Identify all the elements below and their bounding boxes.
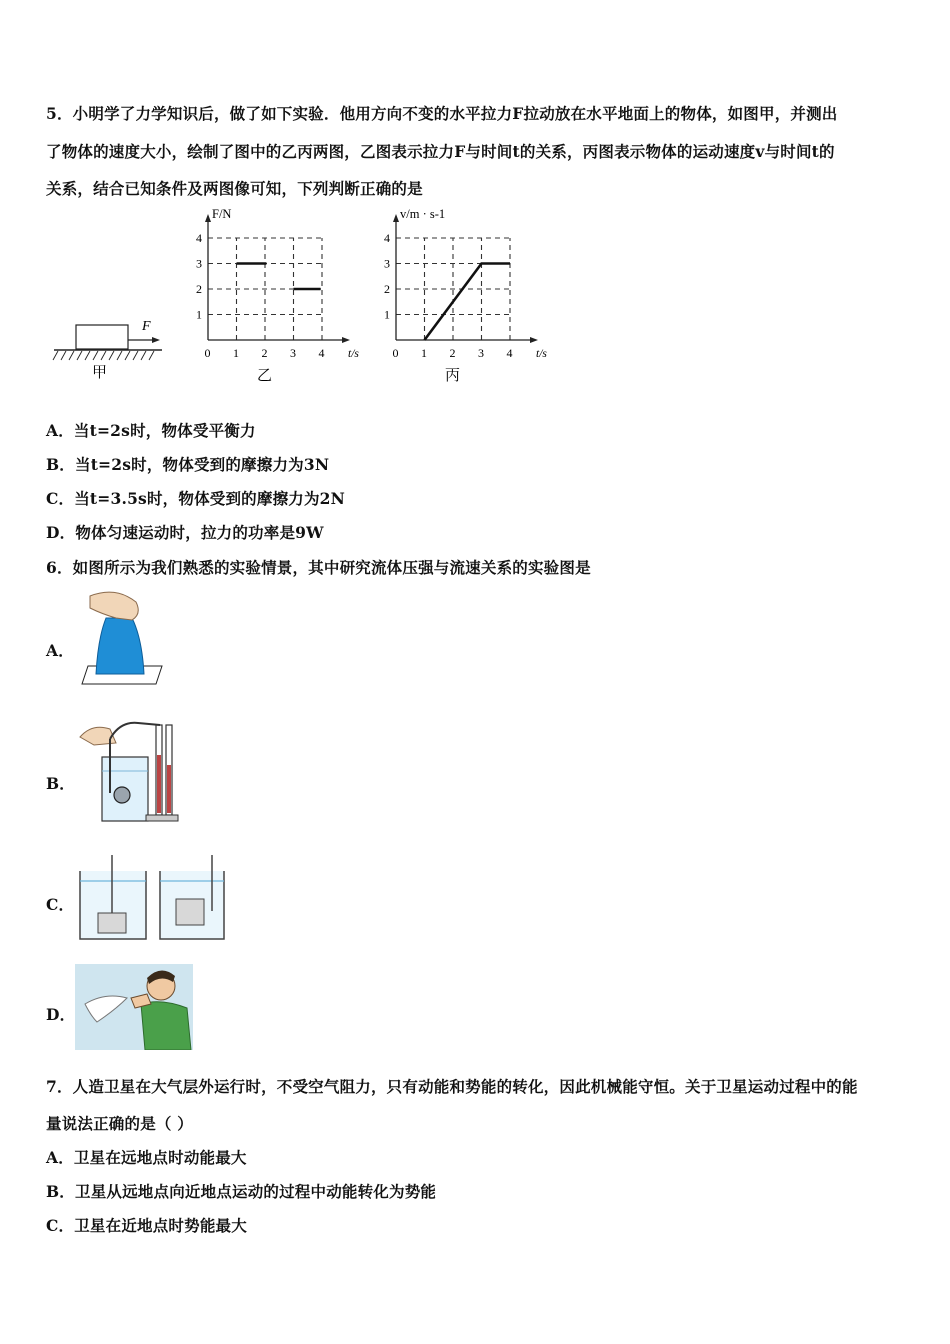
q5-stem-line-2: 了物体的速度大小，绘制了图中的乙丙两图，乙图表示拉力F与时间t的关系，丙图表示物体的运动速度v与时间t的 [46,142,835,161]
q6-option-b-label[interactable]: B． [46,774,76,793]
q6-image-b-manometer-in-beaker[interactable] [76,715,186,827]
q7-option-c[interactable]: C．卫星在近地点时势能最大 [46,1216,247,1235]
figure-jia [50,310,170,385]
y-tick-label-3: 3 [384,256,390,271]
x-tick-label-2: 2 [261,346,268,360]
x-tick-label-1: 1 [233,346,239,360]
q6-stem: 6．如图所示为我们熟悉的实验情景，其中研究流体压强与流速关系的实验图是 [46,558,591,577]
ground-hatching [53,351,154,360]
y-axis-arrowhead [205,214,211,222]
y-tick-label-1: 1 [196,307,202,322]
q6-option-c-label[interactable]: C． [46,895,75,914]
x-axis-arrowhead [342,337,350,343]
y-tick-label-4: 4 [196,231,202,245]
y-axis-label: F/N [212,207,232,221]
y-tick-label-4: 4 [384,231,390,245]
q7-option-a[interactable]: A．卫星在远地点时动能最大 [46,1148,247,1167]
x-tick-label-1: 1 [421,346,427,360]
chart-bing [376,200,566,395]
force-arrowhead [152,337,160,343]
x-tick-label-0: 0 [204,346,211,360]
q5-option-c[interactable]: C．当t=3.5s时，物体受到的摩擦力为2N [46,489,346,508]
chart-yi [188,200,373,395]
boy-shirt [141,1002,191,1050]
q7-option-b[interactable]: B．卫星从远地点向近地点运动的过程中动能转化为势能 [46,1182,437,1201]
container-left [98,913,126,933]
liquid-right [167,765,171,813]
q7-stem-line-2: 量说法正确的是（ ） [46,1114,193,1133]
force-label: F [142,319,151,334]
liquid-left [157,755,161,813]
hand-icon [90,592,138,620]
q6-option-d-label[interactable]: D． [46,1005,76,1024]
q7-stem-line-1: 7．人造卫星在大气层外运行时，不受空气阻力，只有动能和势能的转化，因此机械能守恒。关于卫星运动过程中的能 [46,1077,858,1096]
series-line-1 [425,264,511,341]
q6-image-d-boy-blowing-paper[interactable] [75,964,193,1050]
x-tick-label-4: 4 [506,346,513,360]
q6-image-c-two-beakers[interactable] [76,855,231,945]
q6-option-a-label[interactable]: A． [46,641,74,660]
q5-stem-line-1: 5．小明学了力学知识后，做了如下实验．他用方向不变的水平拉力F拉动放在水平地面上的物体，如图甲，并测出 [46,104,838,123]
block [76,325,128,349]
x-axis-arrowhead [530,337,538,343]
probe-box [114,787,130,803]
y-axis-arrowhead [393,214,399,222]
chart-caption: 乙 [257,368,273,384]
q5-stem-line-3: 关系，结合已知条件及两图像可知，下列判断正确的是 [46,179,423,198]
x-tick-label-4: 4 [318,346,325,360]
q5-option-b[interactable]: B．当t=2s时，物体受到的摩擦力为3N [46,455,330,474]
y-tick-label-1: 1 [384,307,390,322]
x-axis-label: t/s [348,348,359,360]
y-tick-label-3: 3 [196,256,202,271]
x-axis-label: t/s [536,348,547,360]
x-tick-label-2: 2 [449,346,456,360]
x-tick-label-0: 0 [392,346,399,360]
blue-bottle [96,618,144,674]
q6-image-a-bottle-on-paper[interactable] [76,588,166,688]
y-tick-label-2: 2 [384,282,390,296]
figure-jia-caption: 甲 [92,365,108,381]
chart-caption: 丙 [445,368,461,384]
q5-option-d[interactable]: D．物体匀速运动时，拉力的功率是9W [46,523,324,542]
q5-option-a[interactable]: A．当t=2s时，物体受平衡力 [46,421,256,440]
x-tick-label-3: 3 [290,346,296,360]
y-tick-label-2: 2 [196,282,202,296]
container-right [176,899,204,925]
stand-base [146,815,178,821]
x-tick-label-3: 3 [478,346,484,360]
y-axis-label: v/m · s-1 [400,207,446,221]
